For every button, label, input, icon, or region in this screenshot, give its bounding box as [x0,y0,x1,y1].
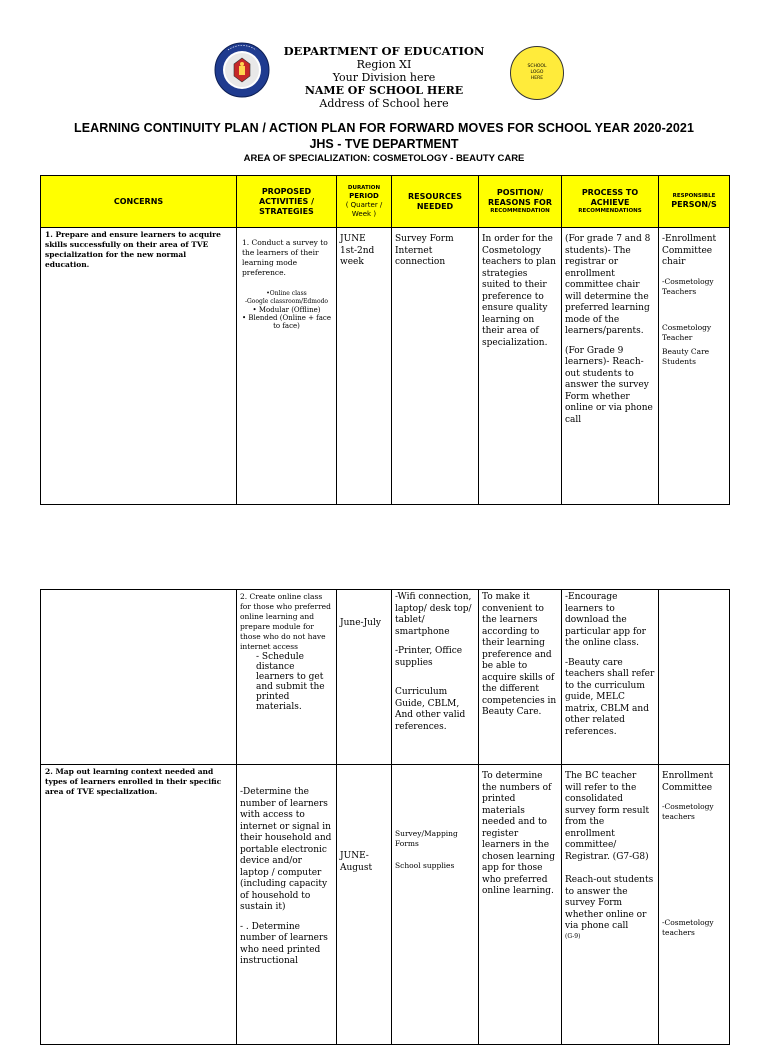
position-cell: To determine the numbers of printed materials needed and to register learners in the chosen learning app for those who preferred online learning. [479,765,562,1045]
school-name: NAME OF SCHOOL HERE [304,84,464,97]
division: Your Division here [332,71,436,84]
activity-cell: -Determine the number of learners with access to internet or signal in their household and portable electronic device and/or laptop / computer (including capacity of household to sustain it) - . Determine number of learners who need printed instructional [237,765,337,1045]
col-responsible: RESPONSIBLE PERSON/S [659,176,730,228]
activity-cell: 1. Conduct a survey to the learners of their learning mode preference. •Online class -Google classroom/Edmodo • Modular (Offline) • Blended (Online + face to face) [237,228,337,505]
school-logo-line-1: SCHOOL [527,64,547,69]
specialization: AREA OF SPECIALIZATION: COSMETOLOGY - BEAUTY CARE [243,153,525,164]
col-concerns: CONCERNS [41,176,237,228]
region: Region XI [356,58,412,71]
position-cell: To make it convenient to the learners according to their learning preference and be able to acquire skills of the different competencies in Beauty Care. [479,590,562,765]
school-logo-line-3: HERE [530,76,544,81]
position-cell: In order for the Cosmetology teachers to plan strategies suited to their preference to ensure quality learning on their area of specialization. [479,228,562,505]
responsible-cell [659,590,730,765]
document-header [0,0,768,170]
table-header-row [41,176,730,228]
col-proposed-activities: PROPOSED ACTIVITIES / STRATEGIES [237,176,337,228]
col-process: PROCESS TO ACHIEVE RECOMMENDATIONS [562,176,659,228]
table-row [41,228,730,505]
action-plan-table-continued [40,589,730,1045]
school-address: Address of School here [319,97,449,110]
responsible-cell: Enrollment Committee -Cosmetology teachers -Cosmetology teachers [659,765,730,1045]
action-plan-table [40,175,730,505]
table-row [41,590,730,765]
col-resources-needed: RESOURCES NEEDED [392,176,479,228]
col-position-reasons: POSITION/ REASONS FOR RECOMMENDATION [479,176,562,228]
process-cell: -Encourage learners to download the particular app for the online class. -Beauty care teachers shall refer to the curriculum guide, MELC matrix, CBLM and other related references. [562,590,659,765]
process-cell: (For grade 7 and 8 students)- The registrar or enrollment committee chair will determine the preferred learning mode of the learners/parents. (For Grade 9 learners)- Reach-out students to answer the survey Form whether online or via phone call [562,228,659,505]
col-duration: DURATION PERIOD ( Quarter / Week ) [337,176,392,228]
resources-cell: Survey Form Internet connection [392,228,479,505]
process-cell: The BC teacher will refer to the consolidated survey form result from the enrollment committee/ Registrar. (G7-G8) Reach-out students to answer the survey Form whether online or via phone call (G-9) [562,765,659,1045]
table-row [41,765,730,1045]
duration-cell: June-July [337,590,392,765]
activity-cell: 2. Create online class for those who preferred online learning and prepare module for those who do not have internet access - Schedule distance learners to get and submit the printed materials. [237,590,337,765]
school-logo-line-2: LOGO [530,70,544,75]
responsible-cell: -Enrollment Committee chair -Cosmetology Teachers Cosmetology Teacher Beauty Care Students [659,228,730,505]
department-line: JHS - TVE DEPARTMENT [309,137,459,151]
duration-cell: JUNE 1st-2nd week [337,228,392,505]
department-name: DEPARTMENT OF EDUCATION [283,44,485,58]
concern-cell [41,590,237,765]
resources-cell: -Wifi connection, laptop/ desk top/ tablet/ smartphone -Printer, Office supplies Curriculum Guide, CBLM, And other valid references. [392,590,479,765]
concern-cell: 2. Map out learning context needed and types of learners enrolled in their specific area of TVE specialization. [41,765,237,1045]
duration-cell: JUNE-August [337,765,392,1045]
resources-cell: Survey/Mapping Forms School supplies [392,765,479,1045]
plan-title: LEARNING CONTINUITY PLAN / ACTION PLAN FOR FORWARD MOVES FOR SCHOOL YEAR 2020-2021 [73,121,695,135]
concern-cell: 1. Prepare and ensure learners to acquire skills successfully on their area of TVE specialization for the new normal education. [41,228,237,505]
